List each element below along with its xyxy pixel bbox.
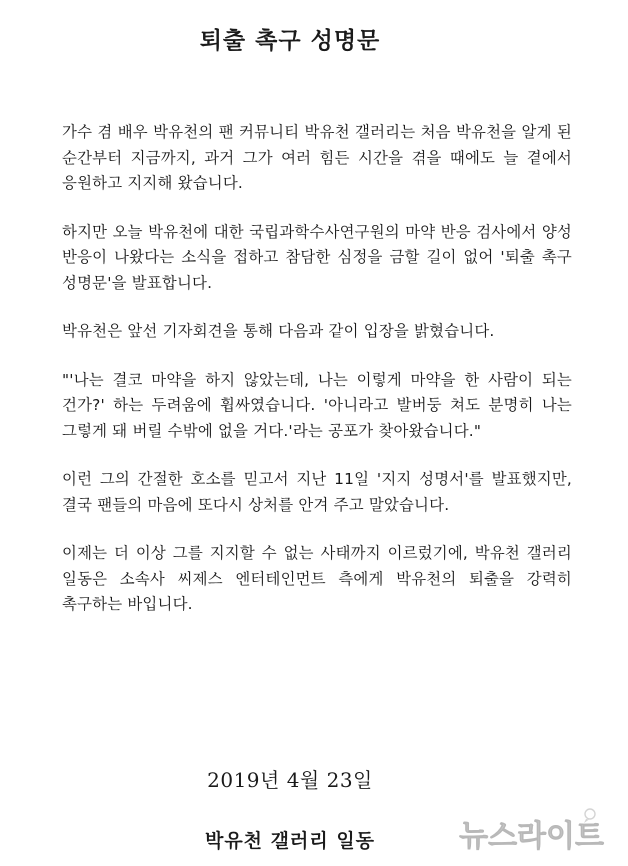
watermark-text: 뉴스라이트: [459, 819, 604, 852]
document-date: 2019년 4월 23일: [207, 768, 373, 792]
paragraph: 이제는 더 이상 그를 지지할 수 없는 사태까지 이르렀기에, 박유천 갤러리 일동은 소속사 씨제스 엔터테인먼트 측에게 박유천의 퇴출을 강력히 촉구하는 바입니다.: [62, 544, 572, 613]
quoted-paragraph: "'나는 결코 마약을 하지 않았는데, 나는 이렇게 마약을 한 사람이 되는 건가?' 하는 두려움에 휩싸였습니다. '아니라고 발버둥 쳐도 분명히 나는 그렇게 돼 버릴 수밖에 없을 거다.'라는 공포가 찾아왔습니다.": [62, 370, 572, 440]
paragraph: 가수 겸 배우 박유천의 팬 커뮤니티 박유천 갤러리는 처음 박유천을 알게 된 순간부터 지금까지, 과거 그가 여러 힘든 시간을 겪을 때에도 늘 곁에서 응원하고 지지해 왔습니다.: [62, 123, 572, 192]
paragraph: 박유천은 앞선 기자회견을 통해 다음과 같이 입장을 밝혔습니다.: [62, 322, 495, 340]
document-signer: 박유천 갤러리 일동: [204, 830, 376, 852]
newslight-watermark-logo: [434, 806, 614, 852]
paragraph: 이런 그의 간절한 호소를 믿고서 지난 11일 '지지 성명서'를 발표했지만, 결국 팬들의 마음에 또다시 상처를 안겨 주고 말았습니다.: [62, 470, 572, 514]
document-body: [62, 120, 572, 641]
paragraph: 하지만 오늘 박유천에 대한 국립과학수사연구원의 마약 반응 검사에서 양성 반응이 나왔다는 소식을 접하고 참담한 심정을 금할 길이 없어 '퇴출 촉구 성명문'을 발표합니다.: [62, 222, 572, 292]
watermark-logo-graphic: [434, 806, 614, 852]
document-title: 퇴출 촉구 성명문: [199, 28, 381, 54]
